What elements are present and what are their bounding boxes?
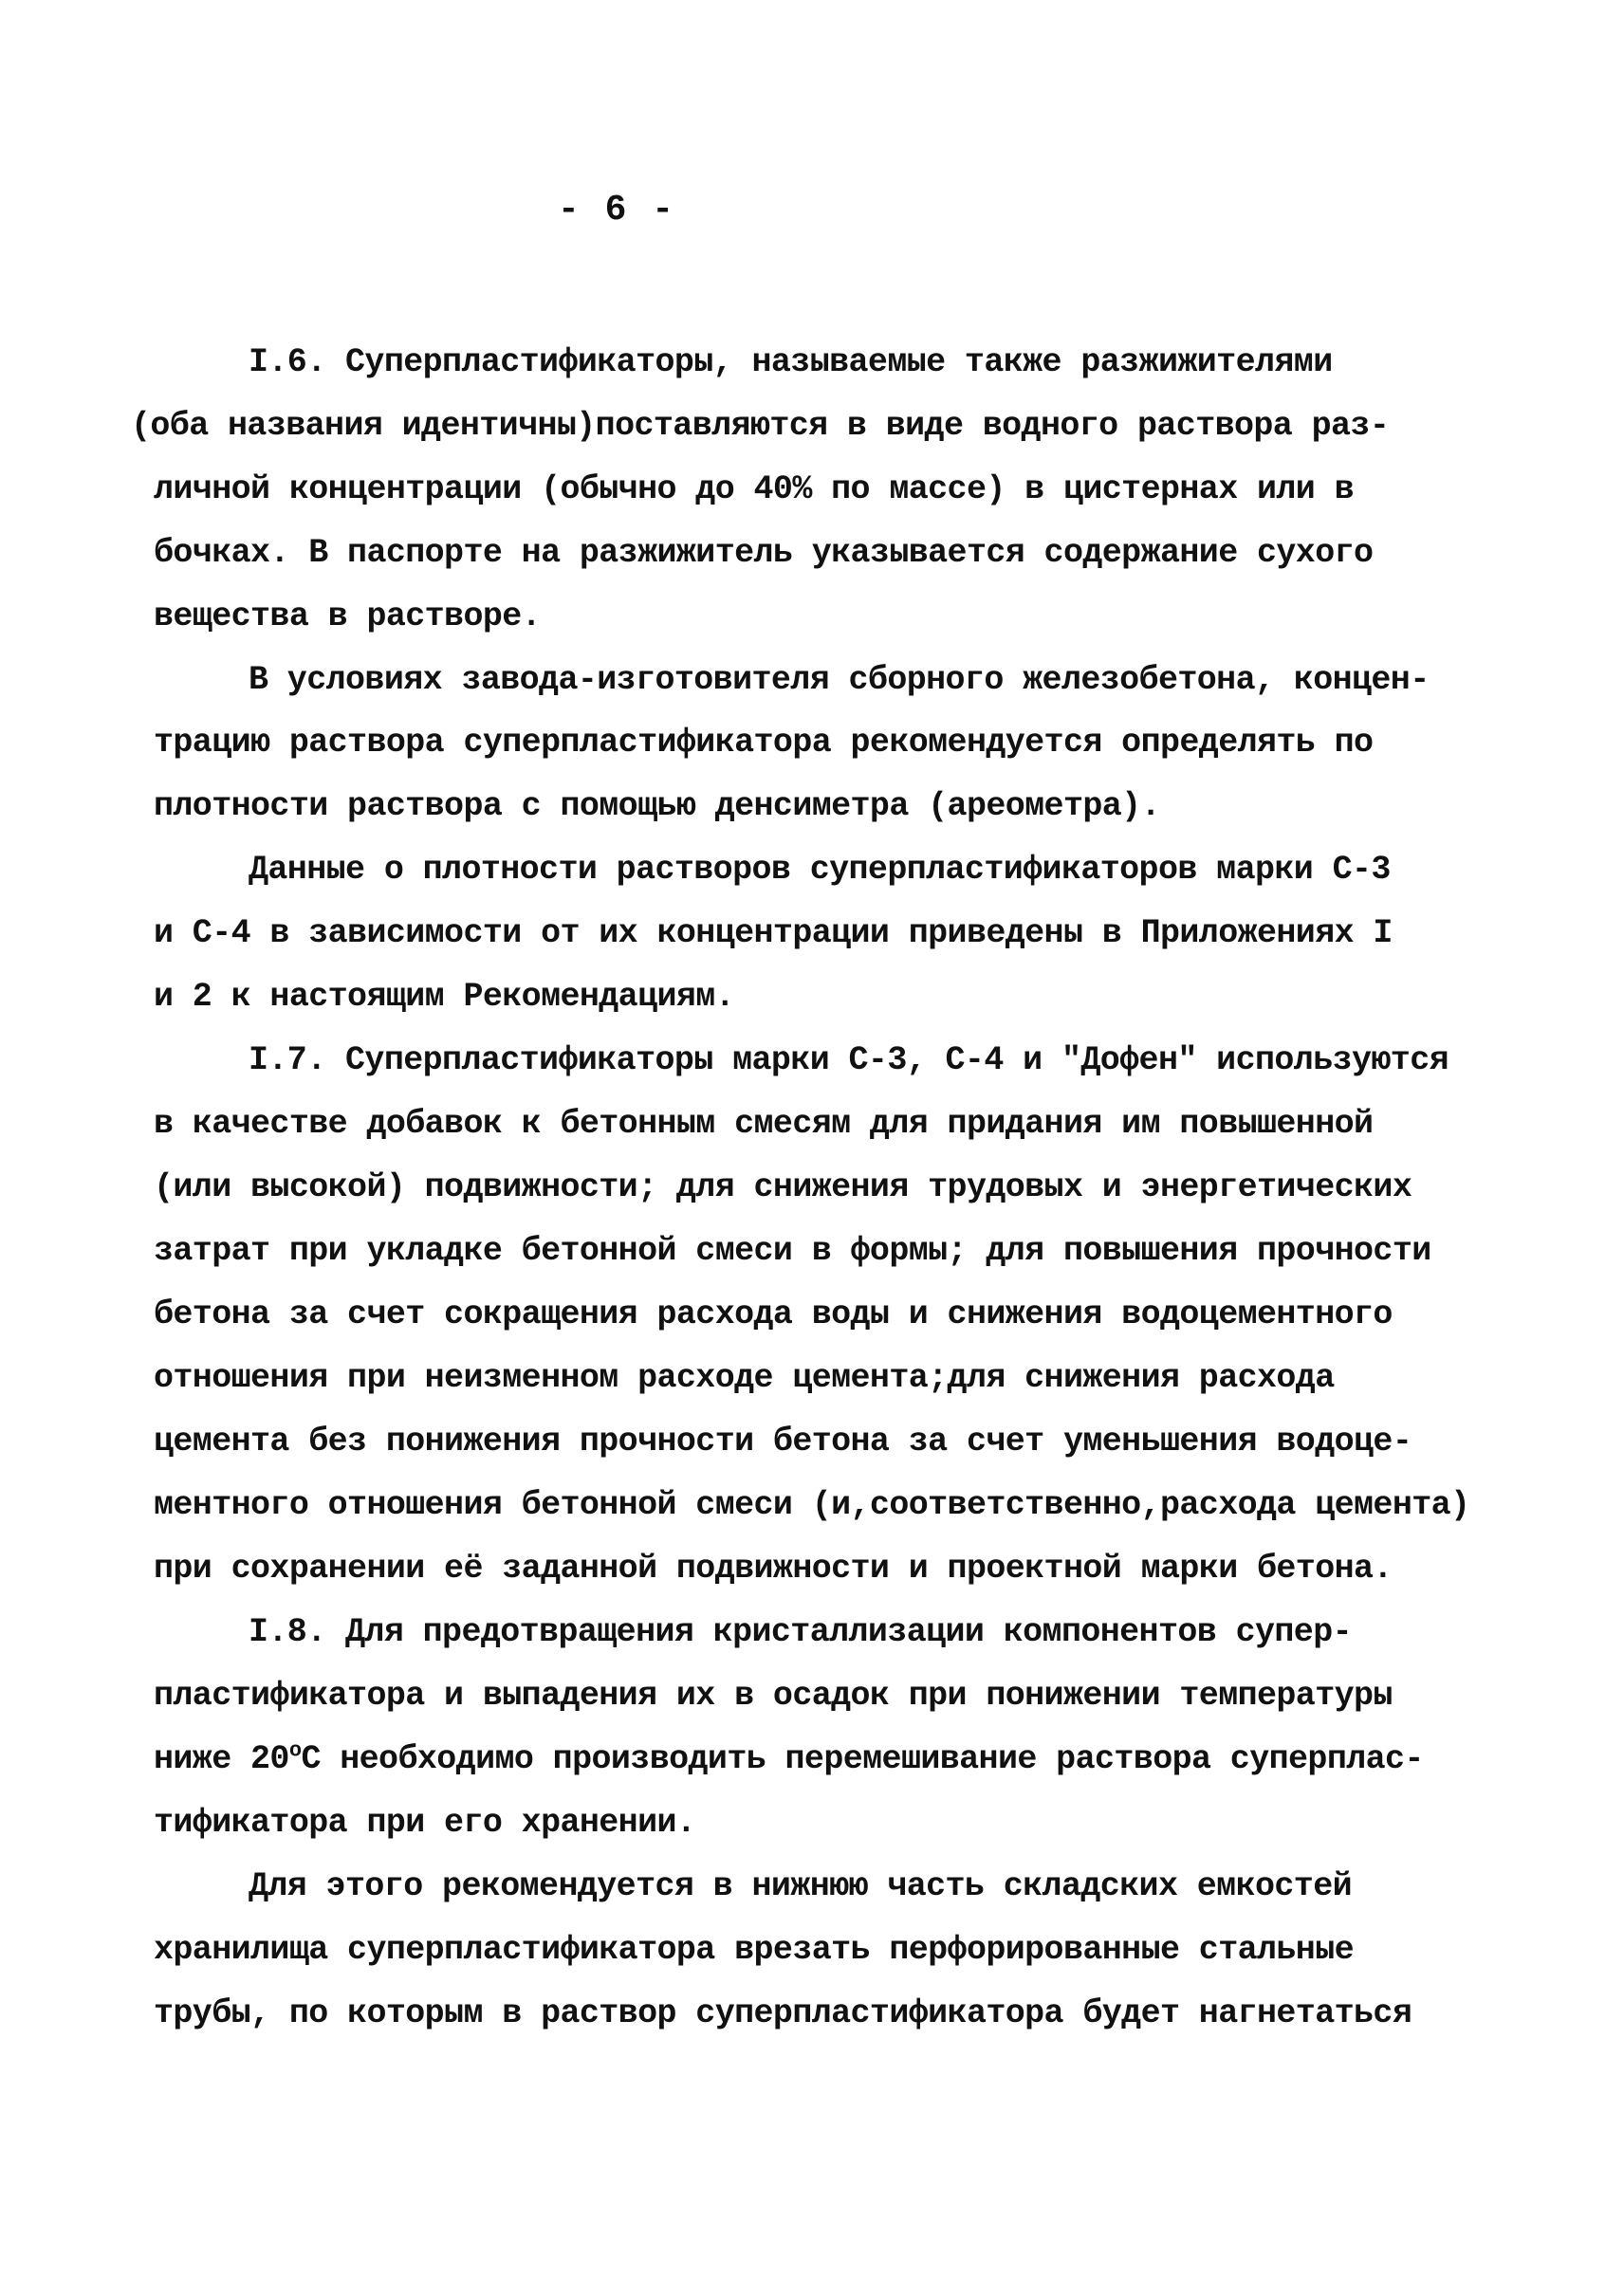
text-line: Данные о плотности растворов суперпластификаторов марки С-3 (249, 851, 1391, 889)
text-line: трубы, по которым в раствор суперпластификатора будет нагнетаться (154, 1994, 1412, 2032)
text-line: бетона за счет сокращения расхода воды и снижения водоцементного (154, 1295, 1393, 1333)
text-line-start: ниже 20 (154, 1740, 289, 1778)
text-line: I.8. Для предотвращения кристаллизации компонентов супер- (249, 1613, 1352, 1651)
text-line: и 2 к настоящим Рекомендациям. (154, 978, 735, 1016)
text-line: при сохранении её заданной подвижности и проектной марки бетона. (154, 1550, 1393, 1588)
text-line: плотности раствора с помощью денсиметра (ареометра). (154, 787, 1160, 825)
text-line: тификатора при его хранении. (154, 1804, 696, 1842)
text-line-rest: С необходимо производить перемешивание раствора суперплас- (301, 1740, 1424, 1778)
text-line: пластификатора и выпадения их в осадок при понижении температуры (154, 1677, 1393, 1715)
degree-symbol: о (288, 1738, 302, 1763)
text-line: хранилища суперпластификатора врезать перфорированные стальные (154, 1931, 1355, 1969)
text-line: и С-4 в зависимости от их концентрации приведены в Приложениях I (154, 914, 1393, 952)
text-line: личной концентрации (обычно до 40% по массе) в цистернах или в (154, 470, 1355, 508)
text-line: цемента без понижения прочности бетона за счет уменьшения водоце- (154, 1423, 1412, 1460)
text-line (154, 1738, 1424, 1778)
text-line: (или высокой) подвижности; для снижения трудовых и энергетических (154, 1168, 1412, 1206)
text-line: I.6. Суперпластификаторы, называемые также разжижителями (249, 343, 1333, 381)
text-line: I.7. Суперпластификаторы марки С-3, С-4 и "Дофен" используются (249, 1041, 1449, 1079)
text-line: затрат при укладке бетонной смеси в формы; для повышения прочности (154, 1232, 1431, 1270)
text-line: отношения при неизменном расходе цемента;для снижения расхода (154, 1359, 1335, 1397)
text-line: вещества в растворе. (154, 597, 542, 635)
text-line: бочках. В паспорте на разжижитель указывается содержание сухого (154, 534, 1374, 572)
text-line: трацию раствора суперпластификатора рекомендуется определять по (154, 724, 1374, 762)
text-line: В условиях завода-изготовителя сборного железобетона, концен- (249, 661, 1430, 699)
text-line: ментного отношения бетонной смеси (и,соответственно,расхода цемента) (154, 1486, 1470, 1524)
text-line: в качестве добавок к бетонным смесям для придания им повышенной (154, 1105, 1374, 1143)
text-line: (оба названия идентичны)поставляются в виде водного раствора раз- (131, 407, 1390, 445)
page-number: - 6 - (557, 190, 676, 230)
text-line: Для этого рекомендуется в нижнюю часть складских емкостей (249, 1867, 1352, 1905)
